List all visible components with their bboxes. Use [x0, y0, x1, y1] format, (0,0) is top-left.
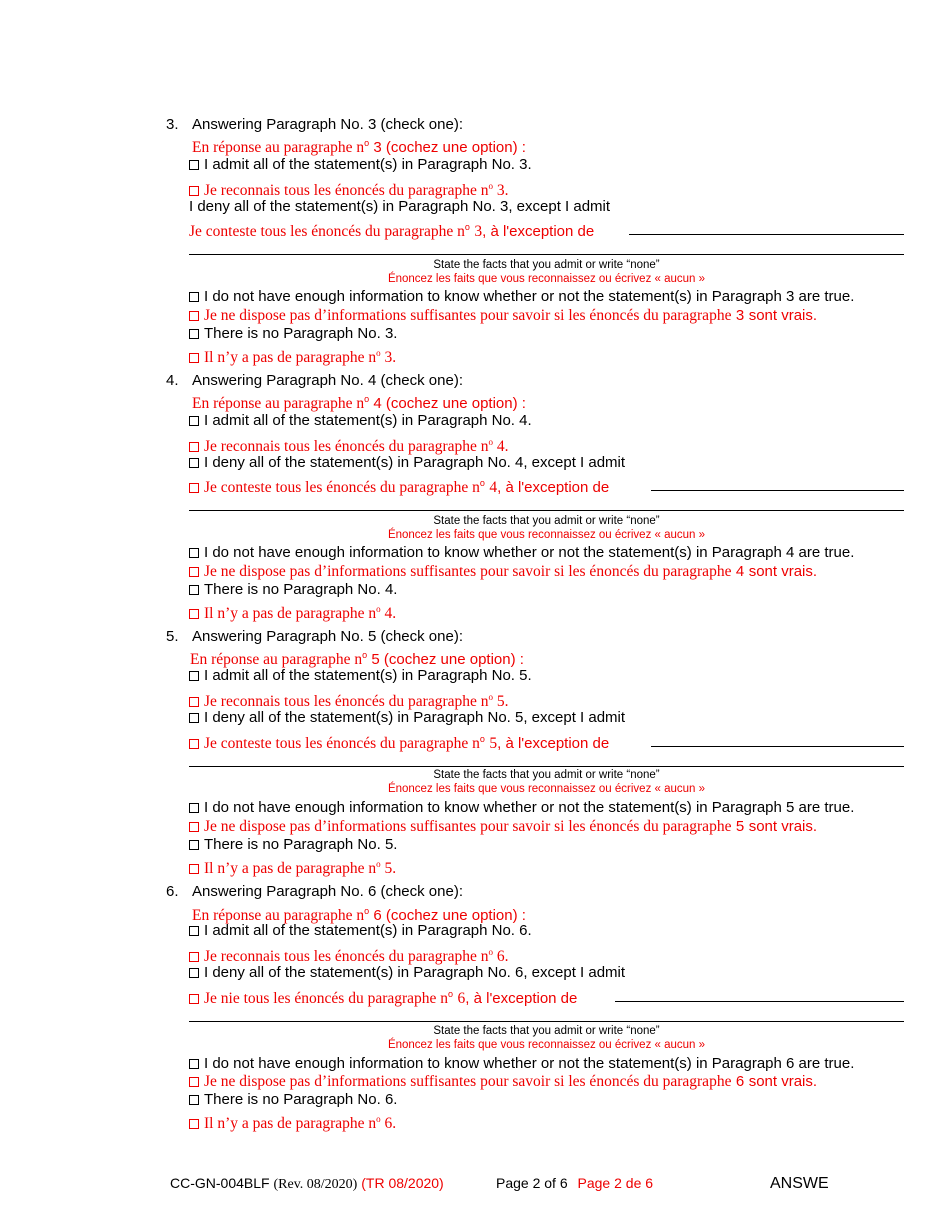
no-info-option-en[interactable]: I do not have enough information to know whether or not the statement(s) in Paragraph 3 are true. — [189, 288, 854, 306]
facts-hint-fr: Énoncez les faits que vous reconnaissez ou écrivez « aucun » — [387, 783, 706, 795]
admit-option-fr[interactable]: Je reconnais tous les énoncés du paragraphe $n^o$ 5. — [189, 688, 509, 711]
facts-hint-en: State the facts that you admit or write “none” — [433, 769, 660, 781]
admitted-facts-input[interactable] — [189, 766, 904, 767]
form-code-label: CC-GN-004BLF — [170, 1175, 270, 1191]
no-paragraph-option-fr[interactable]: Il n’y a pas de paragraphe $n^o$ 3. — [189, 344, 396, 367]
translation-revision-label: (TR 08/2020) — [361, 1175, 444, 1191]
deny-option-fr[interactable]: Je conteste tous les énoncés du paragraphe $n^o$ 3, à l'exception de — [189, 222, 595, 240]
question-en: Answering Paragraph No. 6 (check one): — [192, 883, 463, 900]
checkbox-icon[interactable] — [189, 697, 199, 707]
checkbox-icon[interactable] — [189, 739, 199, 749]
checkbox-icon[interactable] — [189, 548, 199, 558]
checkbox-icon[interactable] — [189, 1059, 199, 1069]
checkbox-icon[interactable] — [189, 442, 199, 452]
form-title: ANSWE — [770, 1175, 829, 1192]
form-code — [170, 1175, 444, 1195]
no-paragraph-option-fr[interactable]: Il n’y a pas de paragraphe $n^o$ 4. — [189, 600, 396, 623]
no-paragraph-option-en[interactable]: There is no Paragraph No. 6. — [189, 1091, 397, 1109]
except-admit-input[interactable] — [651, 490, 904, 491]
checkbox-icon[interactable] — [189, 1095, 199, 1105]
no-info-option-fr[interactable]: Je ne dispose pas d’informations suffisantes pour savoir si les énoncés du paragraphe 3 sont vrais. — [189, 307, 817, 325]
except-admit-input[interactable] — [615, 1001, 904, 1002]
facts-hint-fr: Énoncez les faits que vous reconnaissez ou écrivez « aucun » — [387, 273, 706, 285]
no-info-option-en[interactable]: I do not have enough information to know whether or not the statement(s) in Paragraph 4 are true. — [189, 544, 854, 562]
page-number-fr: Page 2 de 6 — [577, 1175, 654, 1191]
section-number: 3. — [166, 116, 179, 133]
admitted-facts-input[interactable] — [189, 254, 904, 255]
no-paragraph-option-en[interactable]: There is no Paragraph No. 5. — [189, 836, 397, 854]
checkbox-icon[interactable] — [189, 311, 199, 321]
page-number — [496, 1175, 653, 1195]
deny-option-fr[interactable]: Je nie tous les énoncés du paragraphe $n^o$ 6, à l'exception de — [189, 985, 577, 1008]
deny-option-en[interactable]: I deny all of the statement(s) in Paragraph No. 4, except I admit — [189, 454, 625, 472]
checkbox-icon[interactable] — [189, 609, 199, 619]
question-fr: En réponse au paragraphe $n^o$ 5 (cochez une option) : — [190, 650, 524, 668]
question-en: Answering Paragraph No. 3 (check one): — [192, 116, 463, 133]
checkbox-icon[interactable] — [189, 822, 199, 832]
admit-option-en[interactable]: I admit all of the statement(s) in Paragraph No. 6. — [189, 922, 532, 940]
facts-hint-fr: Énoncez les faits que vous reconnaissez ou écrivez « aucun » — [387, 529, 706, 541]
deny-option-en[interactable]: I deny all of the statement(s) in Paragraph No. 5, except I admit — [189, 709, 625, 727]
no-info-option-fr[interactable]: Je ne dispose pas d’informations suffisantes pour savoir si les énoncés du paragraphe 4 sont vrais. — [189, 563, 817, 581]
section-number: 5. — [166, 628, 179, 645]
admitted-facts-input[interactable] — [189, 510, 904, 511]
checkbox-icon[interactable] — [189, 671, 199, 681]
checkbox-icon[interactable] — [189, 1119, 199, 1129]
facts-hint-en: State the facts that you admit or write “none” — [433, 1025, 660, 1037]
admit-option-fr[interactable]: Je reconnais tous les énoncés du paragraphe $n^o$ 4. — [189, 433, 509, 456]
checkbox-icon[interactable] — [189, 567, 199, 577]
checkbox-icon[interactable] — [189, 713, 199, 723]
checkbox-icon[interactable] — [189, 803, 199, 813]
except-admit-input[interactable] — [651, 746, 904, 747]
no-paragraph-option-en[interactable]: There is no Paragraph No. 3. — [189, 325, 397, 343]
deny-option-en[interactable]: I deny all of the statement(s) in Paragraph No. 3, except I admit — [189, 198, 611, 215]
admitted-facts-input[interactable] — [189, 1021, 904, 1022]
checkbox-icon[interactable] — [189, 1077, 199, 1087]
question-en: Answering Paragraph No. 4 (check one): — [192, 372, 463, 389]
no-info-option-fr[interactable]: Je ne dispose pas d’informations suffisantes pour savoir si les énoncés du paragraphe 5 sont vrais. — [189, 818, 817, 836]
deny-option-fr[interactable]: Je conteste tous les énoncés du paragraphe $n^o$ 5, à l'exception de — [189, 730, 609, 753]
checkbox-icon[interactable] — [189, 952, 199, 962]
no-paragraph-option-en[interactable]: There is no Paragraph No. 4. — [189, 581, 397, 599]
checkbox-icon[interactable] — [189, 926, 199, 936]
admit-option-en[interactable]: I admit all of the statement(s) in Paragraph No. 5. — [189, 667, 532, 685]
checkbox-icon[interactable] — [189, 483, 199, 493]
checkbox-icon[interactable] — [189, 840, 199, 850]
checkbox-icon[interactable] — [189, 160, 199, 170]
checkbox-icon[interactable] — [189, 994, 199, 1004]
no-paragraph-option-fr[interactable]: Il n’y a pas de paragraphe $n^o$ 6. — [189, 1110, 396, 1133]
revision-label: (Rev. 08/2020) — [273, 1177, 358, 1192]
checkbox-icon[interactable] — [189, 292, 199, 302]
admit-option-fr[interactable]: Je reconnais tous les énoncés du paragraphe $n^o$ 3. — [189, 177, 509, 200]
facts-hint-fr: Énoncez les faits que vous reconnaissez ou écrivez « aucun » — [387, 1039, 706, 1051]
question-fr: En réponse au paragraphe $n^o$ 6 (cochez une option) : — [192, 906, 526, 924]
no-info-option-en[interactable]: I do not have enough information to know whether or not the statement(s) in Paragraph 6 are true. — [189, 1055, 854, 1073]
admit-option-en[interactable]: I admit all of the statement(s) in Paragraph No. 3. — [189, 156, 532, 174]
checkbox-icon[interactable] — [189, 458, 199, 468]
no-info-option-en[interactable]: I do not have enough information to know whether or not the statement(s) in Paragraph 5 are true. — [189, 799, 854, 817]
facts-hint-en: State the facts that you admit or write “none” — [433, 259, 660, 271]
section-number: 6. — [166, 883, 179, 900]
checkbox-icon[interactable] — [189, 416, 199, 426]
question-fr: En réponse au paragraphe $n^o$ 3 (cochez une option) : — [192, 138, 526, 156]
page-number-en: Page 2 of 6 — [496, 1175, 568, 1191]
checkbox-icon[interactable] — [189, 864, 199, 874]
checkbox-icon[interactable] — [189, 329, 199, 339]
no-info-option-fr[interactable]: Je ne dispose pas d’informations suffisantes pour savoir si les énoncés du paragraphe 6 sont vrais. — [189, 1073, 817, 1091]
section-number: 4. — [166, 372, 179, 389]
checkbox-icon[interactable] — [189, 186, 199, 196]
deny-option-en[interactable]: I deny all of the statement(s) in Paragraph No. 6, except I admit — [189, 964, 625, 982]
question-fr: En réponse au paragraphe $n^o$ 4 (cochez une option) : — [192, 394, 526, 412]
checkbox-icon[interactable] — [189, 353, 199, 363]
except-admit-input[interactable] — [629, 234, 904, 235]
checkbox-icon[interactable] — [189, 585, 199, 595]
facts-hint-en: State the facts that you admit or write “none” — [433, 515, 660, 527]
admit-option-en[interactable]: I admit all of the statement(s) in Paragraph No. 4. — [189, 412, 532, 430]
no-paragraph-option-fr[interactable]: Il n’y a pas de paragraphe $n^o$ 5. — [189, 855, 396, 878]
deny-option-fr[interactable]: Je conteste tous les énoncés du paragraphe $n^o$ 4, à l'exception de — [189, 474, 609, 497]
question-en: Answering Paragraph No. 5 (check one): — [192, 628, 463, 645]
admit-option-fr[interactable]: Je reconnais tous les énoncés du paragraphe $n^o$ 6. — [189, 943, 509, 966]
checkbox-icon[interactable] — [189, 968, 199, 978]
